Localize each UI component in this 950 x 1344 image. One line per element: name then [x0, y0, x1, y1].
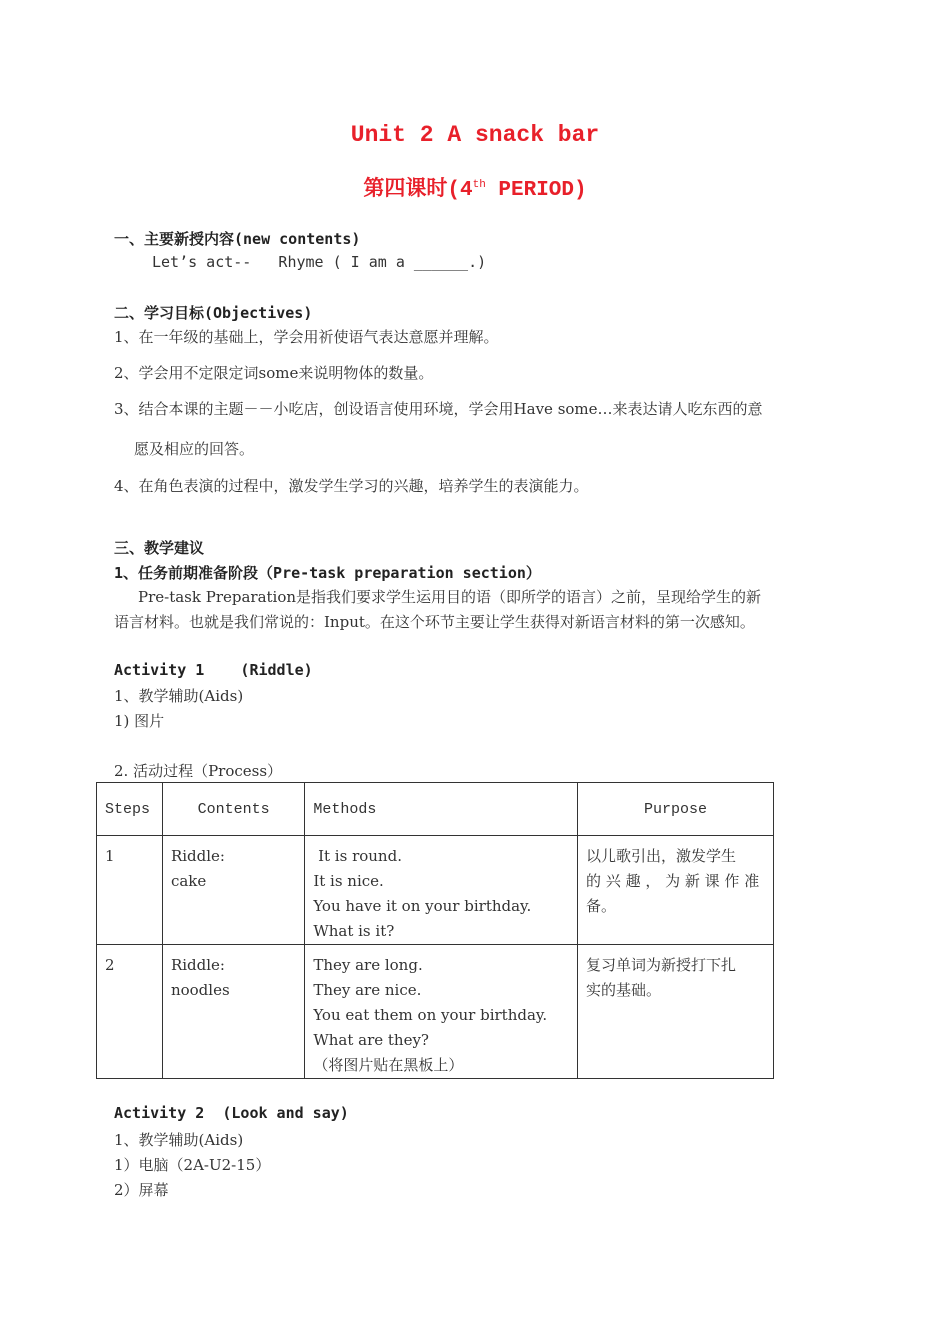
activity2-aids-label: 1、教学辅助(Aids): [114, 1131, 244, 1149]
activity2-heading: Activity 2 (Look and say): [114, 1104, 349, 1122]
row2-methods-line: They are nice.: [313, 981, 422, 999]
row1-methods-line: It is nice.: [313, 872, 384, 890]
row2-contents: [162, 945, 304, 1079]
row1-contents-line: Riddle:: [170, 847, 225, 865]
activity1-process-label: 2. 活动过程（Process）: [114, 762, 283, 780]
row1-methods-line: You have it on your birthday.: [313, 897, 532, 915]
objective-3-continued: 愿及相应的回答。: [134, 440, 255, 458]
section3-paragraph-line1: Pre-task Preparation是指我们要求学生运用目的语（即所学的语言）之前，呈现给学生的新: [138, 588, 762, 606]
row1-methods-line: What is it?: [313, 922, 395, 940]
row2-methods-line: They are long.: [313, 956, 423, 974]
section3-sub1: 1、任务前期准备阶段（Pre-task preparation section）: [114, 564, 541, 582]
subtitle-prefix: 第四课时(4: [363, 179, 473, 202]
subtitle-suffix: PERIOD): [485, 179, 587, 202]
row2-purpose-line: 实的基础。: [586, 981, 662, 999]
row1-contents-line: cake: [170, 872, 207, 890]
objective-2: 2、学会用不定限定词some来说明物体的数量。: [114, 364, 434, 382]
row2-contents-line: Riddle:: [170, 956, 225, 974]
table-header-row: [97, 783, 774, 836]
row2-step: 2: [97, 945, 163, 1079]
row2-methods-line: You eat them on your birthday.: [313, 1006, 548, 1024]
section1-content: Let’s act-- Rhyme ( I am a ______.): [152, 253, 487, 271]
process-table: [96, 782, 774, 1079]
row2-methods-line: What are they?: [313, 1031, 429, 1049]
row1-purpose: [578, 836, 774, 945]
row1-contents: [162, 836, 304, 945]
activity1-aids-item: 1) 图片: [114, 712, 165, 730]
row2-purpose-line: 复习单词为新授打下扎: [586, 956, 737, 974]
objective-1: 1、在一年级的基础上，学会用祈使语气表达意愿并理解。: [114, 328, 499, 346]
page-subtitle: [0, 172, 950, 202]
row2-methods-line: （将图片贴在黑板上）: [313, 1056, 464, 1074]
row1-methods: [305, 836, 578, 945]
row1-purpose-line: 的 兴 趣 ， 为 新 课 作 准: [586, 872, 760, 890]
activity1-heading: Activity 1 (Riddle): [114, 661, 313, 679]
row2-methods: [305, 945, 578, 1079]
section2-heading: 二、学习目标(Objectives): [114, 304, 313, 322]
header-steps: Steps: [97, 783, 163, 836]
row1-purpose-line: 备。: [586, 897, 617, 915]
activity2-item-1: 1）电脑（2A-U2-15）: [114, 1156, 271, 1174]
section3-heading: 三、教学建议: [114, 539, 205, 557]
row1-purpose-line: 以儿歌引出，激发学生: [586, 847, 737, 865]
activity1-aids-label: 1、教学辅助(Aids): [114, 687, 244, 705]
page-title: Unit 2 A snack bar: [350, 122, 600, 148]
header-contents: Contents: [162, 783, 304, 836]
subtitle-sup: th: [472, 179, 486, 191]
activity2-item-2: 2）屏幕: [114, 1181, 169, 1199]
table-row: [97, 836, 774, 945]
row1-step: 1: [97, 836, 163, 945]
objective-4: 4、在角色表演的过程中，激发学生学习的兴趣，培养学生的表演能力。: [114, 477, 589, 495]
header-methods: Methods: [305, 783, 578, 836]
row2-purpose: [578, 945, 774, 1079]
row1-methods-line: It is round.: [313, 847, 402, 865]
header-purpose: Purpose: [578, 783, 774, 836]
row2-contents-line: noodles: [170, 981, 230, 999]
section3-paragraph-line2: 语言材料。也就是我们常说的：Input。在这个环节主要让学生获得对新语言材料的第一次感知。: [114, 613, 755, 631]
section1-heading: 一、主要新授内容(new contents): [114, 230, 361, 248]
objective-3: 3、结合本课的主题－－小吃店，创设语言使用环境，学会用Have some…来表达请人吃东西的意: [114, 400, 763, 418]
table-row: [97, 945, 774, 1079]
